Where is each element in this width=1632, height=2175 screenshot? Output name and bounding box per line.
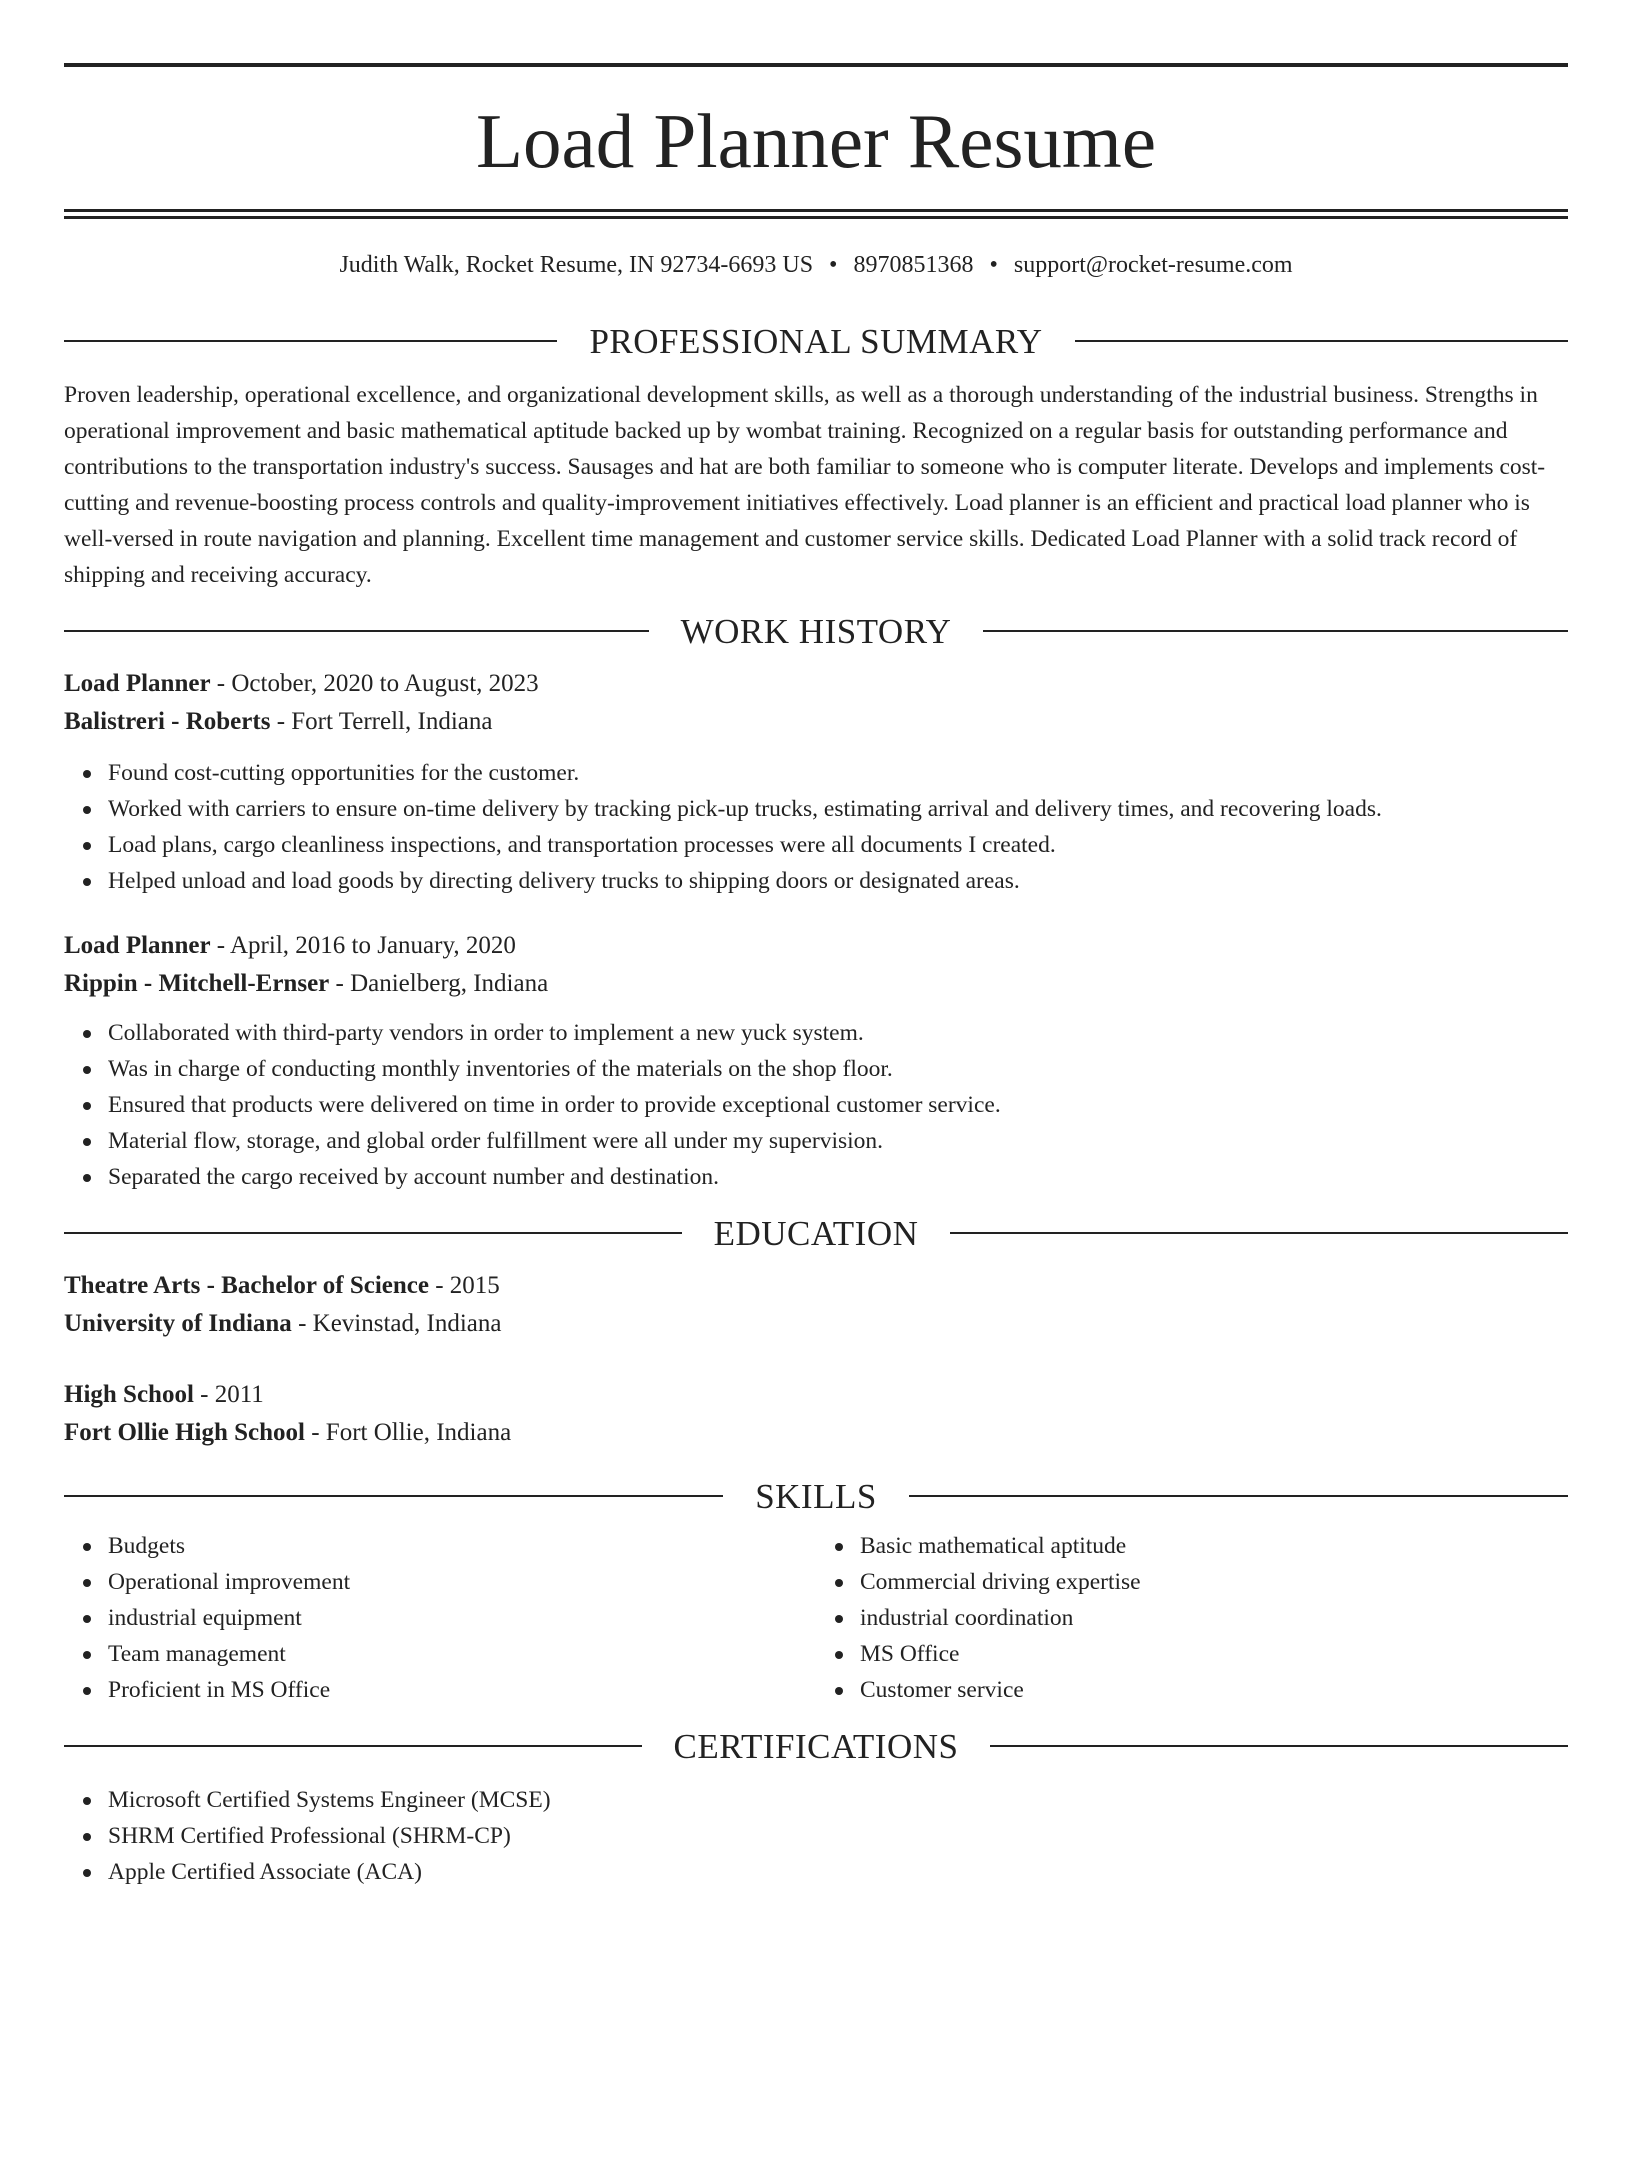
- job-title-line: [64, 927, 1568, 965]
- list-item: Budgets: [108, 1528, 816, 1564]
- heading-label: PROFESSIONAL SUMMARY: [589, 321, 1043, 361]
- education-year: - 2011: [193, 1381, 264, 1408]
- list-item: industrial coordination: [860, 1600, 1568, 1636]
- education-school-line: [64, 1305, 1568, 1343]
- title-double-rule: [64, 209, 1568, 219]
- education-school: University of Indiana: [64, 1310, 292, 1337]
- section-heading-education: [64, 1213, 1568, 1253]
- contact-address: Judith Walk, Rocket Resume, IN 92734-6693 US: [339, 252, 814, 278]
- heading-rule: [990, 1745, 1568, 1747]
- heading-rule: [950, 1232, 1568, 1234]
- list-item: Apple Certified Associate (ACA): [108, 1854, 1568, 1890]
- section-heading-work: [64, 611, 1568, 651]
- section-heading-certifications: [64, 1726, 1568, 1766]
- list-item: Microsoft Certified Systems Engineer (MCSE): [108, 1782, 1568, 1818]
- education-location: - Kevinstad, Indiana: [291, 1310, 502, 1337]
- list-item: Found cost-cutting opportunities for the customer.: [108, 755, 1568, 791]
- certifications-list: [64, 1782, 1568, 1890]
- resume-page: [0, 63, 1632, 2175]
- contact-line: [64, 253, 1568, 277]
- education-location: - Fort Ollie, Indiana: [304, 1419, 512, 1446]
- summary-text: Proven leadership, operational excellence, and organizational development skills, as well as a thorough understanding of the industrial business. Strengths in operational improvement and basic mathematical aptitude backed up by wombat training. Recognized on a regular basis for outstanding performance and contributions to the transportation industry's success. Sausages and hat are both familiar to someone who is computer literate. Develops and implements cost-cutting and revenue-boosting process controls and quality-improvement initiatives effectively. Load planner is an efficient and practical load planner who is well-versed in route navigation and planning. Excellent time management and customer service skills. Dedicated Load Planner with a solid track record of shipping and receiving accuracy.: [64, 382, 1546, 588]
- heading-label: EDUCATION: [713, 1213, 919, 1253]
- job-bullets: [64, 755, 1568, 899]
- contact-separator: •: [989, 252, 998, 278]
- list-item: Collaborated with third-party vendors in order to implement a new yuck system.: [108, 1015, 1568, 1051]
- heading-rule: [1075, 340, 1568, 342]
- list-item: SHRM Certified Professional (SHRM-CP): [108, 1818, 1568, 1854]
- job-company: Rippin - Mitchell-Ernser: [64, 970, 330, 997]
- job-dates: - October, 2020 to August, 2023: [210, 670, 539, 697]
- job-company-line: [64, 965, 1568, 1003]
- list-item: Customer service: [860, 1672, 1568, 1708]
- education-school: Fort Ollie High School: [64, 1419, 305, 1446]
- education-degree: High School: [64, 1381, 194, 1408]
- list-item: industrial equipment: [108, 1600, 816, 1636]
- heading-rule: [909, 1495, 1568, 1497]
- contact-separator: •: [829, 252, 838, 278]
- list-item: Commercial driving expertise: [860, 1564, 1568, 1600]
- skills-column-right: [816, 1528, 1568, 1708]
- heading-rule: [64, 1232, 682, 1234]
- contact-email: support@rocket-resume.com: [1013, 252, 1293, 278]
- skills-grid: [64, 1528, 1568, 1708]
- list-item: Operational improvement: [108, 1564, 816, 1600]
- list-item: Separated the cargo received by account number and destination.: [108, 1159, 1568, 1195]
- job-title: Load Planner: [64, 932, 211, 959]
- job-title: Load Planner: [64, 670, 211, 697]
- job-entry: [64, 665, 1568, 899]
- list-item: MS Office: [860, 1636, 1568, 1672]
- education-degree-line: [64, 1267, 1568, 1305]
- education-degree: Theatre Arts - Bachelor of Science: [64, 1272, 429, 1299]
- heading-rule: [64, 1495, 723, 1497]
- list-item: Helped unload and load goods by directing delivery trucks to shipping doors or designated areas.: [108, 863, 1568, 899]
- job-location: - Fort Terrell, Indiana: [270, 708, 493, 735]
- list-item: Material flow, storage, and global order fulfillment were all under my supervision.: [108, 1123, 1568, 1159]
- section-heading-summary: [64, 321, 1568, 361]
- job-company-line: [64, 703, 1568, 741]
- job-title-line: [64, 665, 1568, 703]
- list-item: Ensured that products were delivered on time in order to provide exceptional customer service.: [108, 1087, 1568, 1123]
- list-item: Worked with carriers to ensure on-time delivery by tracking pick-up trucks, estimating arrival and delivery times, and recovering loads.: [108, 791, 1568, 827]
- job-company: Balistreri - Roberts: [64, 708, 271, 735]
- education-entry: [64, 1376, 1568, 1452]
- heading-rule: [64, 340, 557, 342]
- heading-rule: [64, 1745, 642, 1747]
- education-entry: [64, 1267, 1568, 1343]
- education-degree-line: [64, 1376, 1568, 1414]
- list-item: Was in charge of conducting monthly inventories of the materials on the shop floor.: [108, 1051, 1568, 1087]
- job-entry: [64, 927, 1568, 1195]
- list-item: Basic mathematical aptitude: [860, 1528, 1568, 1564]
- education-school-line: [64, 1414, 1568, 1452]
- heading-rule: [983, 630, 1568, 632]
- education-year: - 2015: [428, 1272, 500, 1299]
- heading-label: CERTIFICATIONS: [673, 1726, 959, 1766]
- list-item: Proficient in MS Office: [108, 1672, 816, 1708]
- heading-label: SKILLS: [755, 1476, 877, 1516]
- job-bullets: [64, 1015, 1568, 1195]
- skills-column-left: [64, 1528, 816, 1708]
- resume-title: Load Planner Resume: [476, 98, 1156, 184]
- section-heading-skills: [64, 1476, 1568, 1516]
- job-location: - Danielberg, Indiana: [329, 970, 549, 997]
- contact-phone: 8970851368: [853, 252, 974, 278]
- job-dates: - April, 2016 to January, 2020: [210, 932, 516, 959]
- list-item: Team management: [108, 1636, 816, 1672]
- heading-rule: [64, 630, 649, 632]
- list-item: Load plans, cargo cleanliness inspections, and transportation processes were all documents I created.: [108, 827, 1568, 863]
- heading-label: WORK HISTORY: [680, 611, 952, 651]
